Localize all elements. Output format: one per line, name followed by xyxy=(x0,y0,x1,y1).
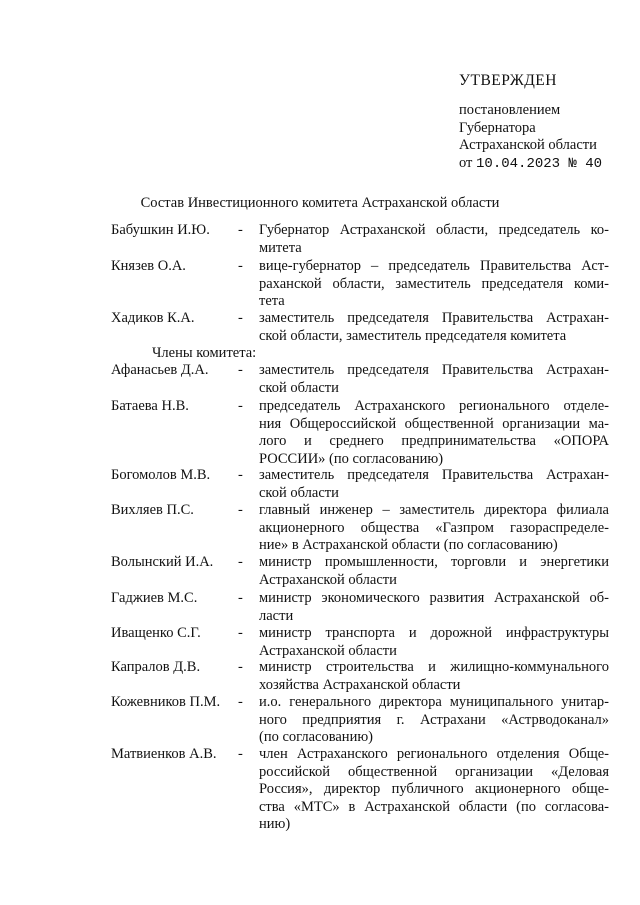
member-role xyxy=(259,222,609,257)
member-role-line: главный инженер – заместитель директора филиала xyxy=(259,502,609,518)
approval-line-1: постановлением xyxy=(459,102,561,118)
member-role xyxy=(259,502,609,555)
separator-dash: - xyxy=(238,467,243,483)
separator-dash: - xyxy=(238,590,243,606)
member-role xyxy=(259,362,609,397)
member-role-line: ской области xyxy=(259,484,339,501)
member-name: Гаджиев М.С. xyxy=(111,590,198,606)
approval-line-4 xyxy=(459,155,629,174)
member-role-line: (по согласованию) xyxy=(259,729,373,746)
separator-dash: - xyxy=(238,746,243,762)
member-role-line: Губернатор Астраханской области, председатель ко- xyxy=(259,222,609,238)
member-role-line: ния Общероссийской общественной организации ма- xyxy=(259,415,609,432)
approval-block xyxy=(459,72,629,173)
member-role-line: хозяйства Астраханской области xyxy=(259,676,461,693)
member-name: Матвиенков А.В. xyxy=(111,746,217,762)
separator-dash: - xyxy=(238,222,243,238)
members-heading: Члены комитета: xyxy=(152,345,257,361)
member-name: Кожевников П.М. xyxy=(111,694,221,710)
member-role xyxy=(259,625,609,660)
member-role-line: митета xyxy=(259,239,302,256)
member-role xyxy=(259,659,609,694)
separator-dash: - xyxy=(238,310,243,326)
member-role-line: и.о. генерального директора муниципального унитар- xyxy=(259,694,609,710)
member-name: Капралов Д.В. xyxy=(111,659,201,675)
member-role xyxy=(259,554,609,589)
approval-line-2: Губернатора xyxy=(459,119,536,136)
member-role-line: тета xyxy=(259,293,285,310)
member-role xyxy=(259,398,609,468)
member-role xyxy=(259,590,609,625)
separator-dash: - xyxy=(238,362,243,378)
member-role-line: председатель Астраханского регионального отделе- xyxy=(259,398,609,414)
member-role-line: ской области xyxy=(259,379,339,396)
member-role-line: министр транспорта и дорожной инфраструктуры xyxy=(259,625,609,641)
member-name: Батаева Н.В. xyxy=(111,398,189,414)
separator-dash: - xyxy=(238,694,243,710)
member-role-line: ства «МТС» в Астраханской области (по согласова- xyxy=(259,798,609,815)
separator-dash: - xyxy=(238,502,243,518)
member-name: Хадиков К.А. xyxy=(111,310,195,326)
member-role xyxy=(259,258,609,311)
member-role-line: ской области, заместитель председателя комитета xyxy=(259,327,567,344)
member-name: Волынский И.А. xyxy=(111,554,214,570)
member-role-line: Россия», директор публичного акционерного обще- xyxy=(259,781,609,798)
separator-dash: - xyxy=(238,659,243,675)
member-role xyxy=(259,694,609,747)
member-name: Богомолов М.В. xyxy=(111,467,211,483)
member-name: Вихляев П.С. xyxy=(111,502,194,518)
document-title: Состав Инвестиционного комитета Астраханской области xyxy=(140,195,500,211)
member-name: Князев О.А. xyxy=(111,258,186,274)
member-role xyxy=(259,746,609,834)
member-role-line: министр экономического развития Астраханской об- xyxy=(259,590,609,606)
member-role-line: Астраханской области xyxy=(259,571,397,588)
member-role-line: ние» в Астраханской области (по согласованию) xyxy=(259,537,558,554)
member-role-line: акционерного общества «Газпром газораспределе- xyxy=(259,519,609,536)
separator-dash: - xyxy=(238,398,243,414)
approval-title: УТВЕРЖДЕН xyxy=(459,72,557,89)
approval-date-prefix: от xyxy=(459,154,473,171)
member-role-line: министр строительства и жилищно-коммунального xyxy=(259,659,609,675)
approval-date-number: 10.04.2023 № 40 xyxy=(476,155,603,172)
member-name: Иващенко С.Г. xyxy=(111,625,201,641)
member-role-line: нию) xyxy=(259,816,291,833)
member-role-line: член Астраханского регионального отделения Обще- xyxy=(259,746,609,762)
member-role-line: лого и среднего предпринимательства «ОПОРА xyxy=(259,433,609,450)
member-role-line: вице-губернатор – председатель Правительства Аст- xyxy=(259,258,609,274)
member-role xyxy=(259,310,609,345)
member-role-line: заместитель председателя Правительства Астрахан- xyxy=(259,310,609,326)
member-role-line: заместитель председателя Правительства Астрахан- xyxy=(259,467,609,483)
member-name: Афанасьев Д.А. xyxy=(111,362,209,378)
member-name: Бабушкин И.Ю. xyxy=(111,222,210,238)
member-role-line: раханской области, заместитель председателя коми- xyxy=(259,275,609,292)
separator-dash: - xyxy=(238,554,243,570)
separator-dash: - xyxy=(238,258,243,274)
member-role-line: ласти xyxy=(259,607,294,624)
member-role-line: российской общественной организации «Деловая xyxy=(259,763,609,780)
member-role-line: Астраханской области xyxy=(259,642,397,659)
member-role-line: заместитель председателя Правительства Астрахан- xyxy=(259,362,609,378)
separator-dash: - xyxy=(238,625,243,641)
approval-line-3: Астраханской области xyxy=(459,137,597,153)
member-role-line: министр промышленности, торговли и энергетики xyxy=(259,554,609,570)
member-role xyxy=(259,467,609,502)
member-role-line: ного предприятия г. Астрахани «Астрводоканал» xyxy=(259,711,609,728)
member-role-line: РОССИИ» (по согласованию) xyxy=(259,450,444,467)
